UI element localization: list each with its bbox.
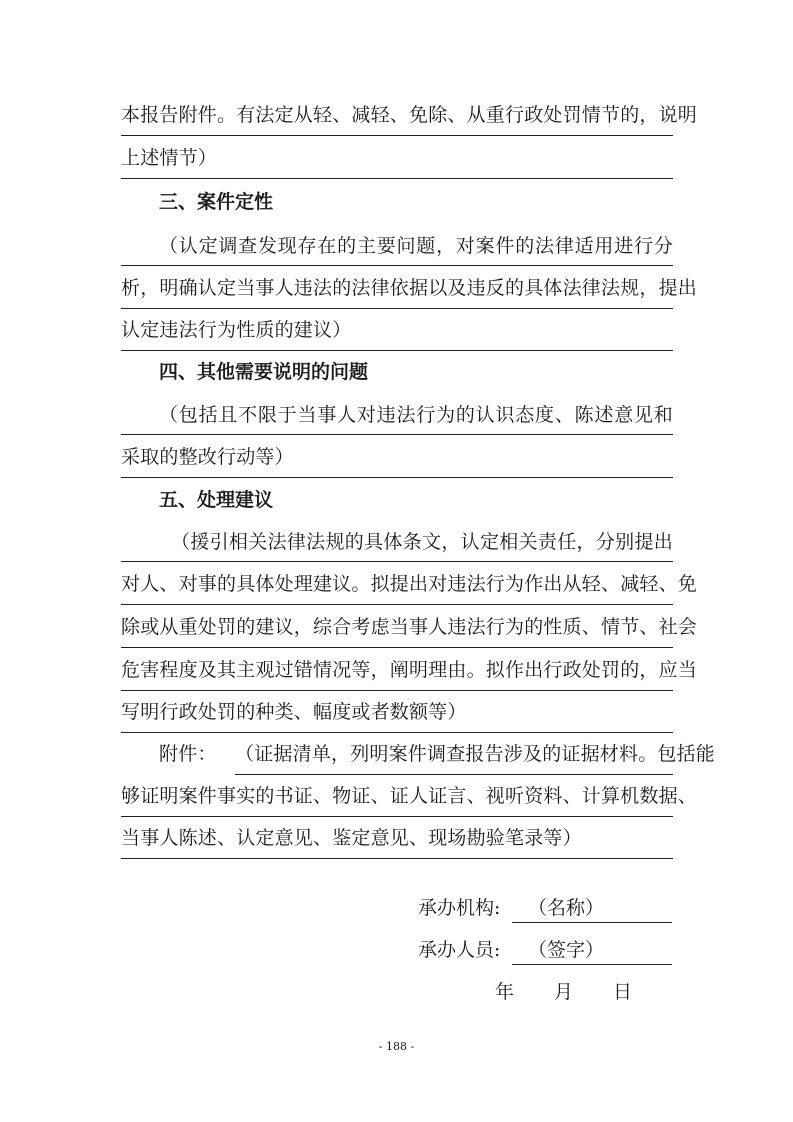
attachment-line-1 xyxy=(121,734,716,774)
date-line xyxy=(495,977,632,1007)
section3-line-2: 析，明确认定当事人违法的法律依据以及违反的具体法律法规，提出 xyxy=(121,268,673,309)
month-label: 月 xyxy=(554,981,574,1003)
section4-heading: 四、其他需要说明的问题 xyxy=(159,361,369,383)
attachment-line-3: 当事人陈述、认定意见、鉴定意见、现场勘验笔录等） xyxy=(121,818,673,859)
section5-heading: 五、处理建议 xyxy=(159,489,274,511)
section2-line-1: 本报告附件。有法定从轻、减轻、免除、从重行政处罚情节的，说明 xyxy=(121,95,673,136)
section3-line-3: 认定违法行为性质的建议） xyxy=(121,310,673,351)
org-field[interactable]: （名称） xyxy=(512,893,672,923)
section3-line-1: （认定调查发现存在的主要问题，对案件的法律适用进行分 xyxy=(121,226,673,266)
section4-line-2: 采取的整改行动等） xyxy=(121,437,673,478)
year-label: 年 xyxy=(495,981,515,1003)
section5-line-5: 写明行政处罚的种类、幅度或者数额等） xyxy=(121,692,673,733)
section3-heading: 三、案件定性 xyxy=(159,191,274,213)
section5-line-4: 危害程度及其主观过错情况等，阐明理由。拟作出行政处罚的，应当 xyxy=(121,650,673,691)
section5-line-2: 对人、对事的具体处理建议。拟提出对违法行为作出从轻、减轻、免 xyxy=(121,564,673,605)
day-label: 日 xyxy=(613,981,633,1003)
section5-line-3: 除或从重处罚的建议，综合考虑当事人违法行为的性质、情节、社会 xyxy=(121,607,673,648)
attachment-text-1: （证据清单，列明案件调查报告涉及的证据材料。包括能 xyxy=(235,735,673,775)
section4-line-1: （包括且不限于当事人对违法行为的认识态度、陈述意见和 xyxy=(121,395,673,435)
section2-line-2: 上述情节） xyxy=(121,138,673,179)
org-label: 承办机构: xyxy=(418,897,501,919)
page-number: - 188 - xyxy=(378,1040,415,1053)
person-label: 承办人员: xyxy=(418,939,501,961)
section5-line-1: （援引相关法律法规的具体条文，认定相关责任，分别提出 xyxy=(121,522,673,562)
person-field[interactable]: （签字） xyxy=(512,935,672,965)
attachment-line-2: 够证明案件事实的书证、物证、证人证言、视听资料、计算机数据、 xyxy=(121,776,673,817)
attachment-label: 附件： xyxy=(159,743,217,765)
